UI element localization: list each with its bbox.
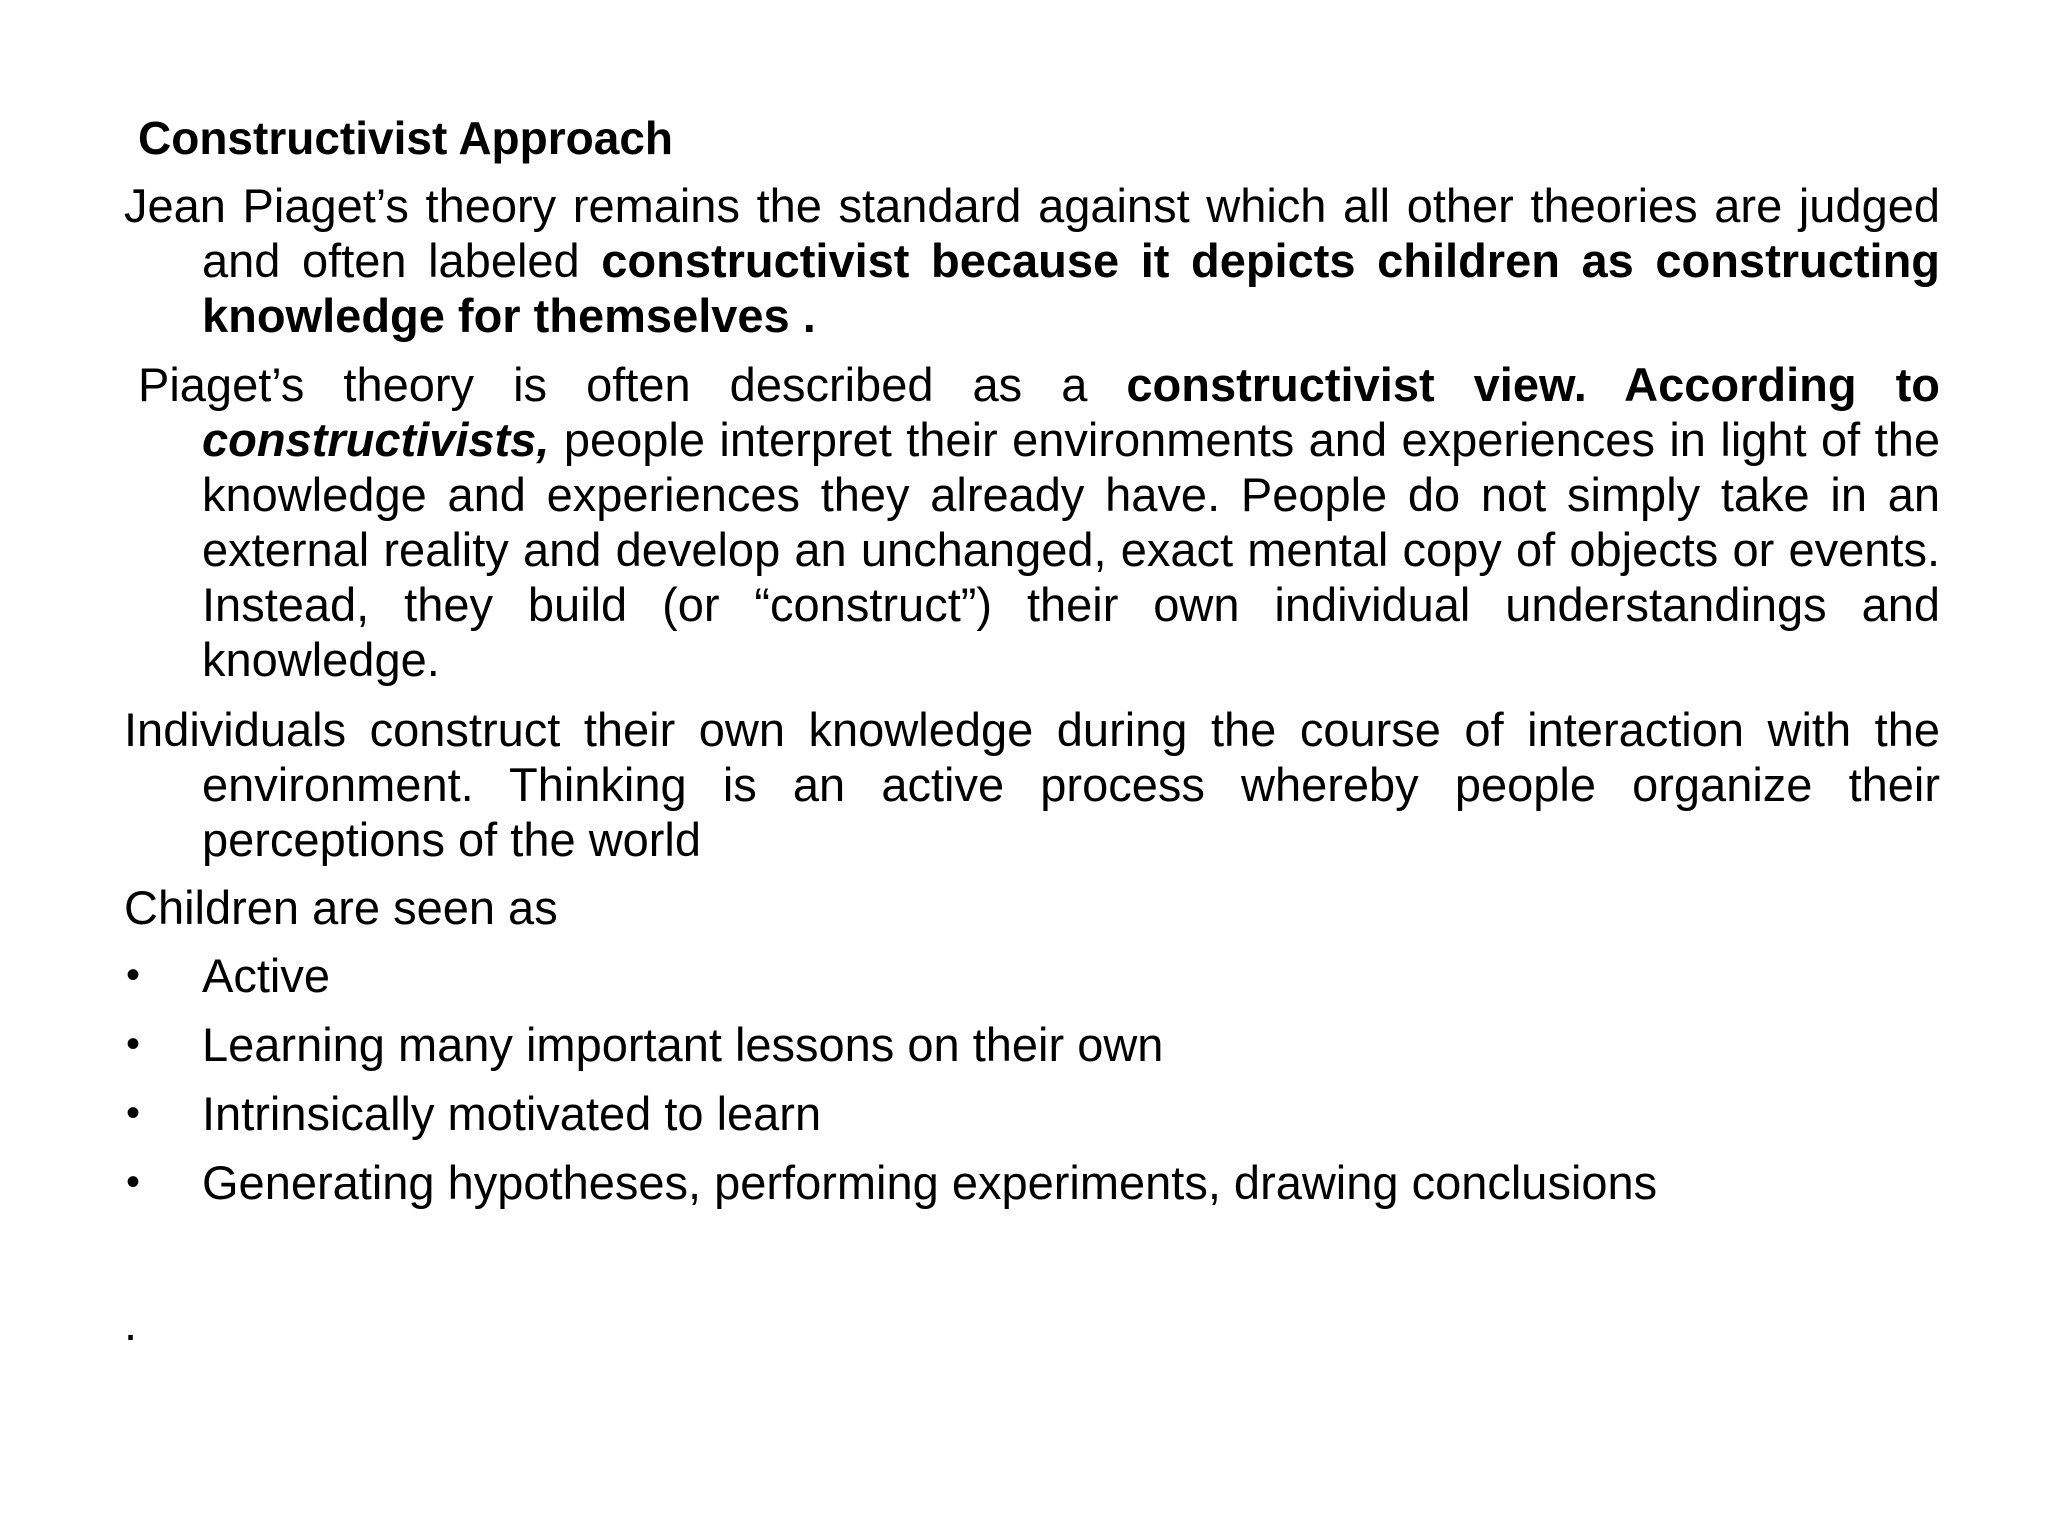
- bullet-icon: •: [126, 1022, 141, 1066]
- paragraph-1-text: Jean Piaget’s theory remains the standard against which all other theories are judged and often labeled: [124, 179, 1940, 287]
- list-item: [124, 1017, 1940, 1086]
- list-item: [124, 1086, 1940, 1155]
- bullet-icon: •: [126, 1160, 141, 1204]
- paragraph-2-bold-text: constructivist view. According to: [1126, 358, 1941, 411]
- list-item: [124, 1155, 1940, 1224]
- list-item-text: Intrinsically motivated to learn: [202, 1087, 822, 1140]
- paragraph-constructivist-view: [124, 357, 1940, 687]
- paragraph-individuals-construct: Individuals construct their own knowledge during the course of interaction with the environment. Thinking is an active process whereby people organize their perceptions of the world: [124, 703, 1940, 866]
- bullet-list: [124, 948, 1940, 1224]
- list-item-text: Active: [202, 949, 330, 1002]
- trailing-period: .: [124, 1297, 138, 1350]
- bullet-icon: •: [126, 953, 141, 997]
- paragraph-piaget-standard: [124, 178, 1940, 343]
- list-item: [124, 948, 1940, 1017]
- children-intro: Children are seen as: [124, 881, 558, 934]
- list-item-text: Generating hypotheses, performing experiments, drawing conclusions: [202, 1156, 1658, 1209]
- paragraph-2-text-end: people interpret their environments and experiences in light of the knowledge and experiences they already have. People do not simply take in an external reality and develop an unchanged, exact mental copy of objects or events. Instead, they build (or “construct”) their own individual understandings and knowledge.: [202, 413, 1940, 686]
- paragraph-2-text-start: Piaget’s theory is often described as a: [138, 358, 1127, 411]
- bullet-icon: •: [126, 1091, 141, 1135]
- slide-title: Constructivist Approach: [138, 112, 674, 164]
- paragraph-1-bold-text: constructivist because it depicts children as constructing knowledge for themselves .: [202, 234, 1940, 342]
- list-item-text: Learning many important lessons on their own: [202, 1018, 1164, 1071]
- paragraph-2-bold-italic-text: constructivists,: [202, 413, 550, 466]
